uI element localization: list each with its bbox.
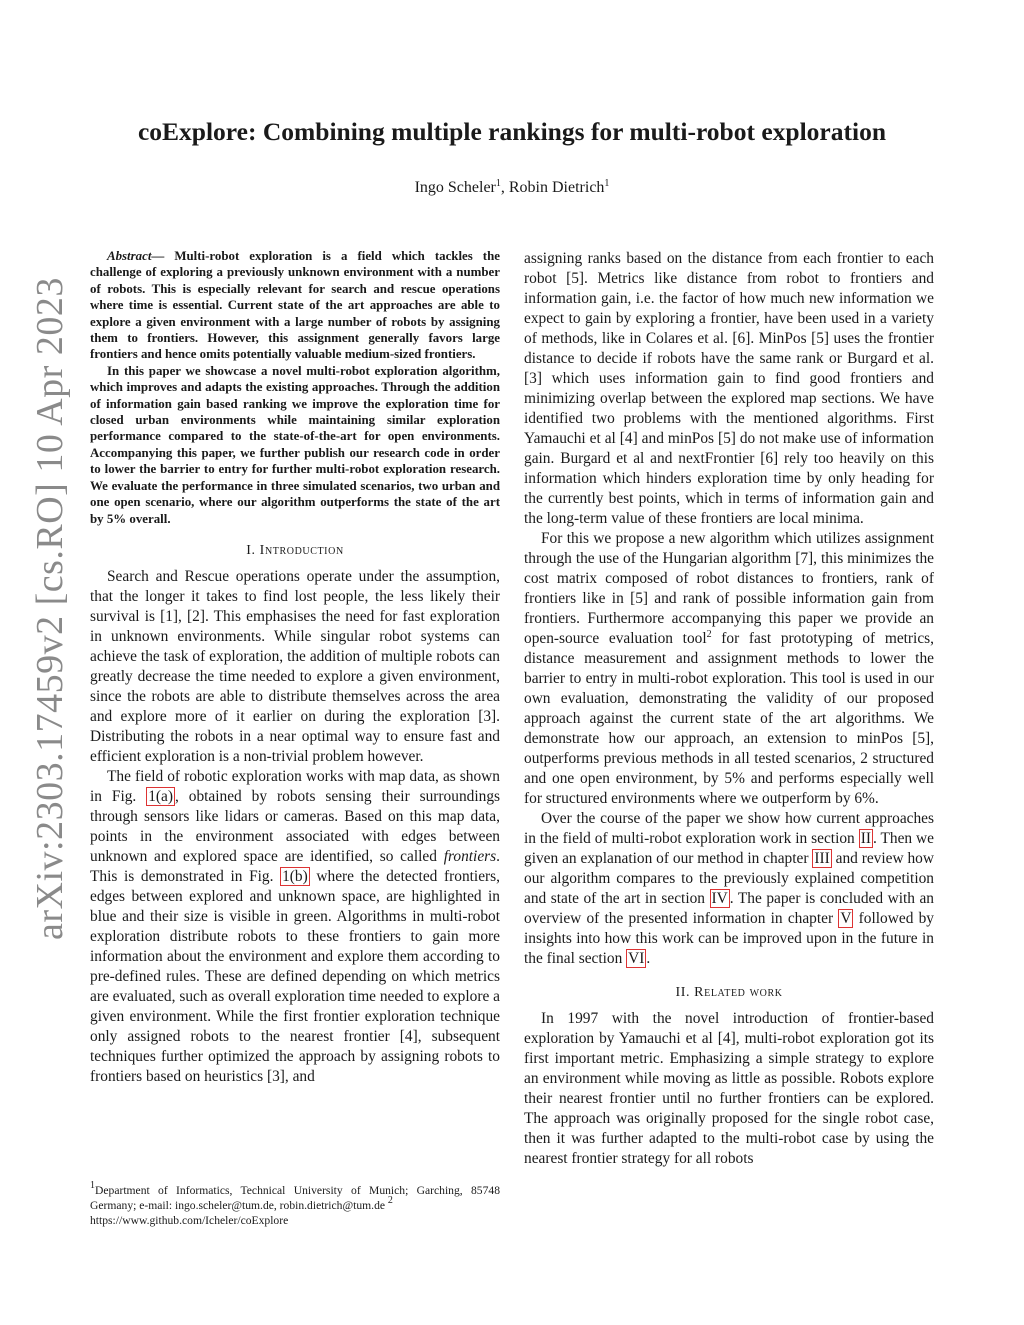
text-span: for fast prototyping of metrics, distance measurement and assignment methods to lower the barrier to entry in multi-robot exploration. This tool is used in our own evaluation, demonstrating the validity of our proposed approach against the current state of the art algorithms. We demonstrate how our approach, an extension to minPos [5], outperforms previous methods in all tested scenarios, 2 structured and one open environment, by 5% and performs especially well for structured environments where we outperform by 6%. <box>524 630 934 807</box>
footnote-mark: 1 <box>90 1180 95 1191</box>
affiliation-mark: 1 <box>495 178 501 189</box>
footnote-affiliation: Department of Informatics, Technical University of Munich; Garching, 85748 Germany; e-mail: ingo.scheler@tum.de, robin.dietrich@tum.de <box>90 1184 500 1212</box>
abstract-label: Abstract <box>107 249 152 263</box>
section-link[interactable]: V <box>840 910 852 927</box>
abstract-dash: — <box>151 249 165 263</box>
left-column <box>90 248 500 1087</box>
body-paragraph <box>524 529 934 809</box>
text-span: followed by insights into how this work can be improved upon in the future in the final section <box>524 910 934 967</box>
text-span: and review how our algorithm compares to the previously explained competition and state of the art in section <box>524 850 934 907</box>
text-span: where the detected frontiers, edges between explored and unknown space, are highlighted in blue and their size is visible in green. Algorithms in multi-robot exploration distribute robots to these frontiers to gain more information about the environment and explore them according to pre-defined rules. These are defined depending on which metrics are evaluated, such as overall exploration time needed to explore a given environment. While the first frontier exploration technique only assigned robots to the nearest frontier [4], subsequent techniques further optimized the approach by assigning robots to frontiers based on heuristics [3], and <box>90 867 500 1085</box>
figure-link[interactable]: 1(b) <box>282 867 308 885</box>
footnote-url[interactable]: https://www.github.com/Icheler/coExplore <box>90 1214 289 1227</box>
body-paragraph <box>90 767 500 1087</box>
body-paragraph <box>524 809 934 969</box>
figure-link[interactable]: 1(a) <box>148 787 173 805</box>
section-link[interactable]: III <box>814 850 830 867</box>
body-paragraph: Search and Rescue operations operate under the assumption, that the longer it takes to find lost people, the less likely their survival is [1], [2]. This emphasises the need for fast exploration in unknown environments. While singular robot systems can achieve the task of exploration, the addition of multiple robots can greatly decrease the time needed to explore a given environment, since the robots are able to distribute themselves across the area and explore more of it earlier on during the exploration [3]. Distributing the robots in a near optimal way to ensure fast and efficient exploration is a non-trivial problem however. <box>90 567 500 765</box>
text-span: . This is demonstrated in Fig. <box>90 847 500 885</box>
abstract-paragraph: Multi-robot exploration is a field which tackles the challenge of exploring a previously unknown environment with a number of robots. This is especially relevant for search and rescue operations where time is essential. Current state of the art approaches are able to explore a given environment with a large number of robots by assigning them to frontiers. However, this assignment generally favors large frontiers and hence omits potentially valuable medium-sized frontiers. <box>90 249 500 362</box>
author-line <box>60 177 964 199</box>
section-heading: I. Introduction <box>246 542 344 558</box>
section-link[interactable]: IV <box>711 890 728 907</box>
emphasis-text: frontiers <box>443 847 497 865</box>
right-column <box>524 249 934 1169</box>
text-span: The field of robotic exploration works with map data, as shown in Fig. <box>90 767 500 805</box>
section-link[interactable]: VI <box>628 950 645 967</box>
author-name: Ingo Scheler <box>414 179 496 196</box>
body-paragraph: assigning ranks based on the distance from each frontier to each robot [5]. Metrics like distance from robot to frontiers and information gain, i.e. the factor of how much new information we expect to gain by exploring a frontier, have been used in a variety of methods, like in Colares et al. [6]. MinPos [5] uses the frontier distance to decide if robots have the same rank or Burgard et al. [3] which uses information gain to find good frontiers and minimizing overlap between the explored map sections. We have identified two problems with the mentioned algorithms. First Yamauchi et al [4] and minPos [5] do not make use of information gain. Burgard et al and nextFrontier [6] rely too heavily on this information which hinders exploration time by only heading for the currently best points, which in terms of information gain and the long-term value of these frontiers are local minima. <box>524 250 934 527</box>
footnote <box>90 1180 500 1228</box>
footnote-mark: 2 <box>706 629 712 640</box>
text-span: . <box>646 950 651 967</box>
text-span: For this we propose a new algorithm which utilizes assignment through the use of the Hungarian algorithm [7], this minimizes the cost matrix composed of robot distances to frontiers, rank of frontiers like in [5] and rank of possible information gain from frontiers. Furthermore accompanying this paper we provide an open-source evaluation tool <box>524 530 934 647</box>
text-span: . The paper is concluded with an overview of the presented information in chapter <box>524 890 935 927</box>
text-span: . Then we given an explanation of our method in chapter <box>524 830 934 867</box>
arxiv-identifier-stamp: arXiv:2303.17459v2 [cs.RO] 10 Apr 2023 <box>29 277 71 940</box>
section-heading: II. Related work <box>675 985 783 1000</box>
footnote-mark: 2 <box>387 1195 393 1206</box>
body-paragraph: In 1997 with the novel introduction of frontier-based exploration by Yamauchi et al [4], multi-robot exploration got its first important metric. Emphasizing a simple strategy to explore an environment while moving as little as possible. Robots explore their nearest frontier until no further frontiers can be explored. The approach was originally proposed for the single robot case, then it was further adapted to the multi-robot case by using the nearest frontier strategy for all robots <box>524 1010 934 1167</box>
abstract-paragraph: In this paper we showcase a novel multi-robot exploration algorithm, which improves and adapts the existing approaches. Through the addition of information gain based ranking we improve the exploration time for closed urban environments while maintaining similar exploration performance compared to the state-of-the-art for open environments. Accompanying this paper, we further publish our research code in order to lower the barrier to entry for further multi-robot exploration research. We evaluate the performance in three simulated scenarios, two urban and one open scenario, where our algorithm outperforms the state of the art by 5% overall. <box>90 363 500 526</box>
abstract <box>90 248 500 527</box>
affiliation-mark: 1 <box>604 178 610 189</box>
author-name: Robin Dietrich <box>508 179 605 196</box>
paper-title: coExplore: Combining multiple rankings for multi-robot exploration <box>137 117 887 146</box>
author-separator: , <box>500 179 509 196</box>
text-span: , obtained by robots sensing their surroundings through sensors like lidars or cameras. Based on this map data, points in the environment associated with edges between unknown and explored space are identified, so called <box>90 787 500 865</box>
text-span: Over the course of the paper we show how current approaches in the field of multi-robot exploration work in section <box>524 810 934 847</box>
section-link[interactable]: II <box>860 830 871 847</box>
